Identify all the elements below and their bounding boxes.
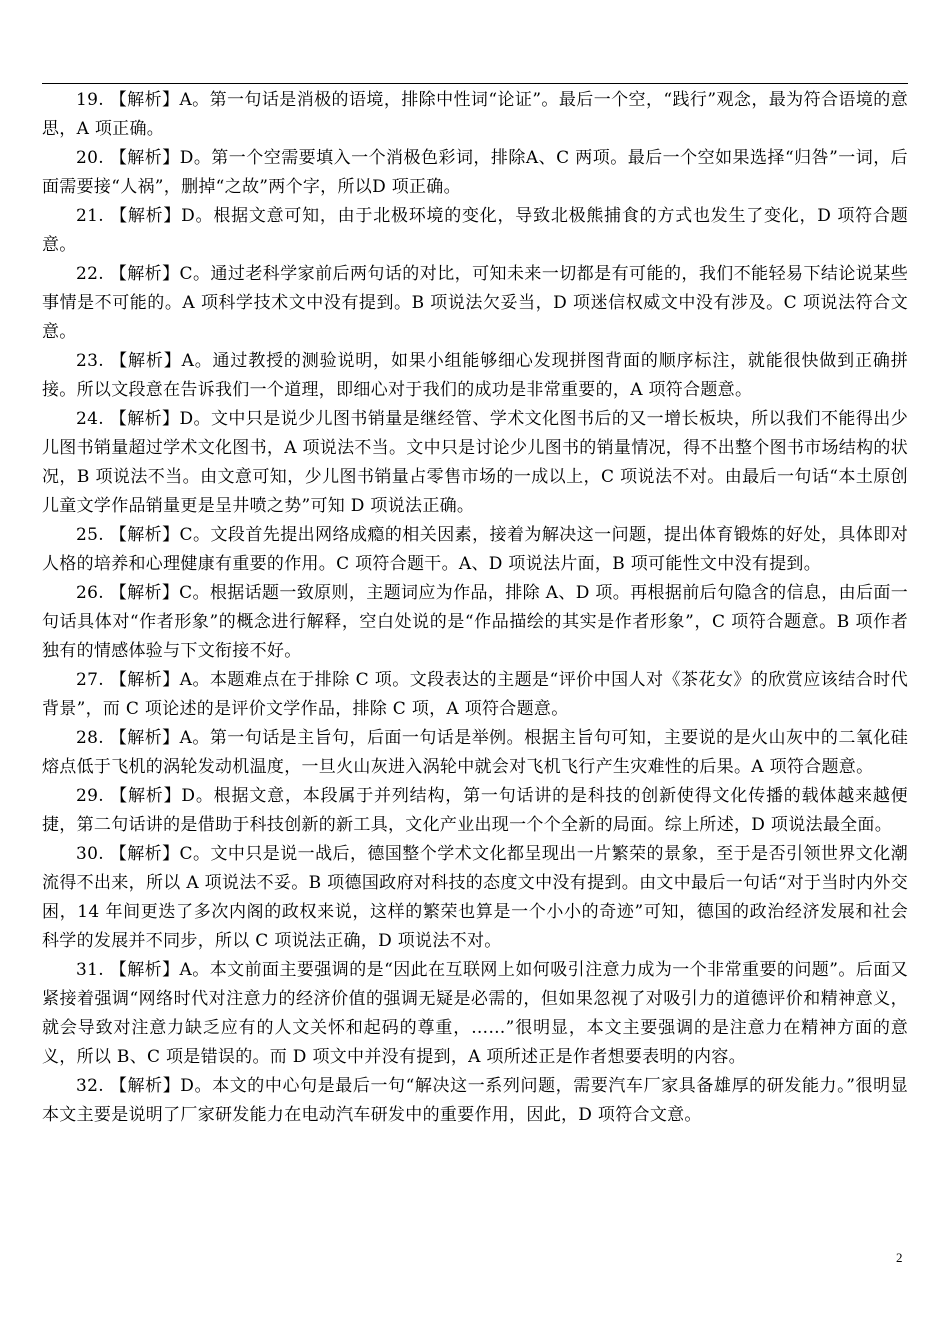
answer-28: 28. 【解析】A。第一句话是主旨句，后面一句话是举例。根据主旨句可知，主要说的是火山灰中的二氧化硅熔点低于飞机的涡轮发动机温度，一旦火山灰进入涡轮中就会对飞机飞行产生灾难性的后果。A 项符合题意。 bbox=[42, 728, 908, 777]
answer-25: 25. 【解析】C。文段首先提出网络成瘾的相关因素，接着为解决这一问题，提出体育锻炼的好处，具体即对人格的培养和心理健康有重要的作用。C 项符合题干。A、D 项说法片面，B 项可能性文中没有提到。 bbox=[42, 525, 908, 574]
header-rule bbox=[42, 83, 908, 84]
answer-26: 26. 【解析】C。根据话题一致原则，主题词应为作品，排除 A、D 项。再根据前后句隐含的信息，由后面一句话具体对“作者形象”的概念进行解释，空白处说的是“作品描绘的其实是作者形象”，C 项符合题意。B 项作者独有的情感体验与下文衔接不好。 bbox=[42, 583, 908, 661]
answer-24: 24. 【解析】D。文中只是说少儿图书销量是继经管、学术文化图书后的又一增长板块，所以我们不能得出少儿图书销量超过学术文化图书，A 项说法不当。文中只是讨论少儿图书的销量情况，得不出整个图书市场结构的状况，B 项说法不当。由文意可知，少儿图书销量占零售市场的一成以上，C 项说法不对。由最后一句话“本土原创儿童文学作品销量更是呈井喷之势”可知 D 项说法正确。 bbox=[42, 409, 908, 516]
answer-32: 32. 【解析】D。本文的中心句是最后一句“解决这一系列问题，需要汽车厂家具备雄厚的研发能力。”很明显本文主要是说明了厂家研发能力在电动汽车研发中的重要作用，因此，D 项符合文意。 bbox=[42, 1076, 908, 1125]
answer-21: 21. 【解析】D。根据文意可知，由于北极环境的变化，导致北极熊捕食的方式也发生了变化，D 项符合题意。 bbox=[42, 206, 908, 255]
answer-31: 31. 【解析】A。本文前面主要强调的是“因此在互联网上如何吸引注意力成为一个非常重要的问题”。后面又紧接着强调“网络时代对注意力的经济价值的强调无疑是必需的，但如果忽视了对吸引力的道德评价和精神意义，就会导致对注意力缺乏应有的人文关怀和起码的尊重，……”很明显，本文主要强调的是注意力在精神方面的意义，所以 B、C 项是错误的。而 D 项文中并没有提到，A 项所述正是作者想要表明的内容。 bbox=[42, 960, 908, 1067]
answer-23: 23. 【解析】A。通过教授的测验说明，如果小组能够细心发现拼图背面的顺序标注，就能很快做到正确拼接。所以文段意在告诉我们一个道理，即细心对于我们的成功是非常重要的，A 项符合题意。 bbox=[42, 351, 908, 400]
answer-27: 27. 【解析】A。本题难点在于排除 C 项。文段表达的主题是“评价中国人对《茶花女》的欣赏应该结合时代背景”，而 C 项论述的是评价文学作品，排除 C 项，A 项符合题意。 bbox=[42, 670, 908, 719]
answer-explanations bbox=[42, 86, 908, 1130]
answer-30: 30. 【解析】C。文中只是说一战后，德国整个学术文化都呈现出一片繁荣的景象，至于是否引领世界文化潮流得不出来，所以 A 项说法不妥。B 项德国政府对科技的态度文中没有提到。由文中最后一句话“对于当时内外交困，14 年间更迭了多次内阁的政权来说，这样的繁荣也算是一个小小的奇迹”可知，德国的政治经济发展和社会科学的发展并不同步，所以 C 项说法正确，D 项说法不对。 bbox=[42, 844, 908, 951]
page-number: 2 bbox=[896, 1250, 903, 1265]
answer-19: 19. 【解析】A。第一句话是消极的语境，排除中性词“论证”。最后一个空，“践行”观念，最为符合语境的意思，A 项正确。 bbox=[42, 90, 908, 139]
answer-29: 29. 【解析】D。根据文意，本段属于并列结构，第一句话讲的是科技的创新使得文化传播的载体越来越便捷，第二句话讲的是借助于科技创新的新工具，文化产业出现一个个全新的局面。综上所述，D 项说法最全面。 bbox=[42, 786, 908, 835]
answer-20: 20. 【解析】D。第一个空需要填入一个消极色彩词，排除A、C 两项。最后一个空如果选择“归咎”一词，后面需要接“人祸”，删掉“之故”两个字，所以D 项正确。 bbox=[42, 148, 908, 197]
answer-22: 22. 【解析】C。通过老科学家前后两句话的对比，可知未来一切都是有可能的，我们不能轻易下结论说某些事情是不可能的。A 项科学技术文中没有提到。B 项说法欠妥当，D 项迷信权威文中没有涉及。C 项说法符合文意。 bbox=[42, 264, 908, 342]
